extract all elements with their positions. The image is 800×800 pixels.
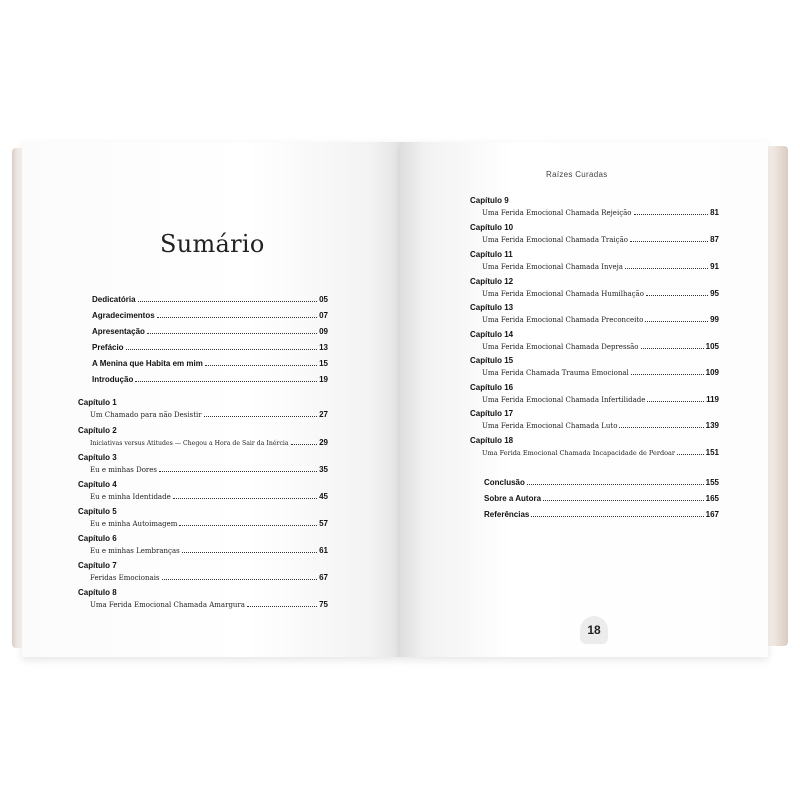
chapter-page: 151 <box>705 448 719 457</box>
chapter-page: 75 <box>319 600 328 609</box>
chapter-page: 29 <box>319 438 328 447</box>
chapter-page: 61 <box>319 546 328 555</box>
dot-leader <box>157 317 317 318</box>
chapter-title: Eu e minha Identidade <box>90 493 171 501</box>
chapter-entry <box>482 235 719 244</box>
dot-leader <box>630 241 708 242</box>
chapter-label: Capítulo 13 <box>470 303 514 312</box>
chapter-label: Capítulo 15 <box>470 356 514 365</box>
dot-leader <box>204 416 317 417</box>
entry-page: 07 <box>319 311 328 320</box>
chapter-page: 119 <box>706 395 719 404</box>
entry-page: 19 <box>319 375 328 384</box>
running-header: Raízes Curadas <box>546 170 608 179</box>
dot-leader <box>625 268 708 269</box>
dot-leader <box>135 381 317 382</box>
chapter-title: Uma Ferida Emocional Chamada Humilhação <box>482 290 644 298</box>
chapter-page: 27 <box>319 410 328 419</box>
toc-entry <box>92 343 328 352</box>
toc-entry <box>484 478 719 487</box>
chapter-label: Capítulo 12 <box>470 277 514 286</box>
dot-leader <box>677 454 704 455</box>
dot-leader <box>173 498 317 499</box>
dot-leader <box>291 444 317 445</box>
dot-leader <box>619 427 703 428</box>
entry-page: 155 <box>705 478 719 487</box>
dot-leader <box>531 516 703 517</box>
chapter-label: Capítulo 14 <box>470 330 514 339</box>
chapter-page: 35 <box>319 465 328 474</box>
dot-leader <box>182 552 317 553</box>
entry-page: 15 <box>319 359 328 368</box>
chapter-title: Eu e minhas Dores <box>90 466 158 474</box>
chapter-title: Eu e minha Autoimagem <box>90 520 178 528</box>
toc-title: Sumário <box>160 230 265 258</box>
chapter-page: 67 <box>319 573 328 582</box>
chapter-page: 95 <box>710 289 719 298</box>
chapter-entry <box>90 519 328 528</box>
dot-leader <box>126 349 318 350</box>
chapter-title: Uma Ferida Emocional Chamada Inveja <box>482 263 623 271</box>
chapter-label: Capítulo 2 <box>78 426 117 435</box>
chapter-title: Uma Ferida Emocional Chamada Luto <box>482 422 618 430</box>
chapter-entry <box>90 465 328 474</box>
chapter-label: Capítulo 18 <box>470 436 514 445</box>
dot-leader <box>634 214 709 215</box>
dot-leader <box>646 295 708 296</box>
chapter-page: 139 <box>705 421 719 430</box>
chapter-page: 45 <box>319 492 328 501</box>
chapter-title: Uma Ferida Emocional Chamada Incapacidade de Perdoar <box>482 449 676 457</box>
dot-leader <box>641 348 704 349</box>
chapter-title: Uma Ferida Chamada Trauma Emocional <box>482 369 629 377</box>
dot-leader <box>138 301 318 302</box>
entry-page: 05 <box>319 295 328 304</box>
chapter-label: Capítulo 16 <box>470 383 514 392</box>
chapter-entry <box>90 438 328 447</box>
page-number: 18 <box>580 616 608 644</box>
chapter-page: 87 <box>710 235 719 244</box>
dot-leader <box>543 500 704 501</box>
toc-entry <box>92 295 328 304</box>
chapter-label: Capítulo 10 <box>470 223 514 232</box>
entry-label: Referências <box>484 510 530 519</box>
toc-entry <box>92 375 328 384</box>
chapter-page: 99 <box>710 315 719 324</box>
entry-page: 13 <box>319 343 328 352</box>
chapter-label: Capítulo 3 <box>78 453 117 462</box>
chapter-entry <box>482 342 719 351</box>
entry-label: Apresentação <box>92 327 145 336</box>
toc-entry <box>484 510 719 519</box>
chapter-label: Capítulo 7 <box>78 561 117 570</box>
toc-entry <box>92 359 328 368</box>
chapter-label: Capítulo 17 <box>470 409 514 418</box>
chapter-title: Uma Ferida Emocional Chamada Depressão <box>482 343 639 351</box>
chapter-entry <box>482 448 719 457</box>
chapter-label: Capítulo 4 <box>78 480 117 489</box>
chapter-page: 91 <box>710 262 719 271</box>
entry-page: 167 <box>705 510 719 519</box>
chapter-entry <box>90 600 328 609</box>
chapter-page: 105 <box>705 342 719 351</box>
dot-leader <box>162 579 318 580</box>
chapter-page: 81 <box>710 208 719 217</box>
chapter-title: Um Chamado para não Desistir <box>90 411 202 419</box>
dot-leader <box>645 321 708 322</box>
toc-entry <box>92 327 328 336</box>
dot-leader <box>247 606 317 607</box>
entry-label: Dedicatória <box>92 295 136 304</box>
chapter-title: Iniciativas versus Atitudes — Chegou a Hora de Sair da Inércia <box>90 440 289 447</box>
entry-label: Agradecimentos <box>92 311 155 320</box>
dot-leader <box>159 471 317 472</box>
chapter-label: Capítulo 9 <box>470 196 509 205</box>
chapter-title: Uma Ferida Emocional Chamada Traição <box>482 236 628 244</box>
entry-page: 09 <box>319 327 328 336</box>
chapter-label: Capítulo 1 <box>78 398 117 407</box>
entry-label: Introdução <box>92 375 134 384</box>
chapter-entry <box>482 315 719 324</box>
entry-label: Sobre a Autora <box>484 494 542 503</box>
dot-leader <box>631 374 704 375</box>
chapter-label: Capítulo 6 <box>78 534 117 543</box>
dot-leader <box>147 333 317 334</box>
chapter-label: Capítulo 11 <box>470 250 513 259</box>
toc-entry <box>484 494 719 503</box>
chapter-title: Uma Ferida Emocional Chamada Rejeição <box>482 209 632 217</box>
chapter-entry <box>90 410 328 419</box>
entry-page: 165 <box>705 494 719 503</box>
chapter-entry <box>482 368 719 377</box>
dot-leader <box>647 401 704 402</box>
chapter-label: Capítulo 8 <box>78 588 117 597</box>
chapter-title: Uma Ferida Emocional Chamada Amargura <box>90 601 245 609</box>
chapter-title: Feridas Emocionais <box>90 574 160 582</box>
chapter-entry <box>482 395 719 404</box>
dot-leader <box>205 365 317 366</box>
entry-label: Conclusão <box>484 478 525 487</box>
chapter-entry <box>90 573 328 582</box>
chapter-title: Uma Ferida Emocional Chamada Preconceito <box>482 316 644 324</box>
dot-leader <box>527 484 704 485</box>
chapter-entry <box>482 421 719 430</box>
chapter-entry <box>90 546 328 555</box>
entry-label: Prefácio <box>92 343 124 352</box>
dot-leader <box>179 525 317 526</box>
chapter-title: Uma Ferida Emocional Chamada Infertilidade <box>482 396 646 404</box>
entry-label: A Menina que Habita em mim <box>92 359 203 368</box>
chapter-label: Capítulo 5 <box>78 507 117 516</box>
chapter-title: Eu e minhas Lembranças <box>90 547 180 555</box>
toc-entry <box>92 311 328 320</box>
chapter-entry <box>482 262 719 271</box>
chapter-page: 57 <box>319 519 328 528</box>
chapter-entry <box>482 289 719 298</box>
chapter-entry <box>482 208 719 217</box>
chapter-entry <box>90 492 328 501</box>
chapter-page: 109 <box>705 368 719 377</box>
